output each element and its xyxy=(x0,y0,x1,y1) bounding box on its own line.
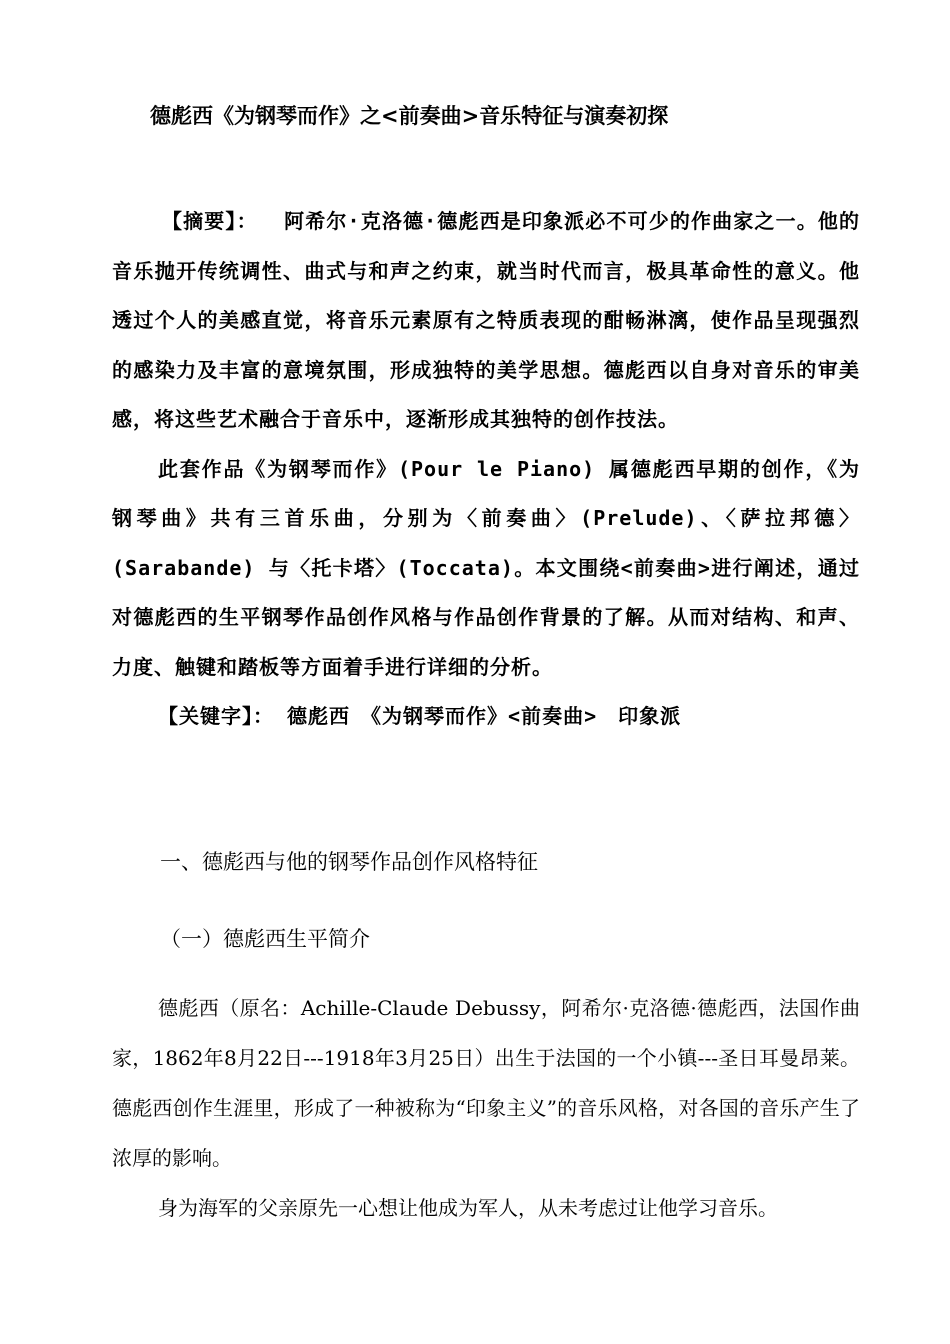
keywords-text: 德彪西 《为钢琴而作》<前奏曲> 印象派 xyxy=(287,704,682,728)
body-text xyxy=(112,983,860,1233)
keywords-label: 【关键字】： xyxy=(158,704,274,728)
section-heading: 一、德彪西与他的钢琴作品创作风格特征 xyxy=(160,850,538,874)
abstract-text: 阿希尔·克洛德·德彪西是印象派必不可少的作曲家之一。他的音乐抛开传统调性、曲式与和声之约束，就当时代而言，极具革命性的意义。他透过个人的美感直觉，将音乐元素原有之特质表现的酣畅淋漓，使作品呈现强烈的感染力及丰富的意境氛围，形成独特的美学思想。德彪西以自身对音乐的审美感，将这些艺术融合于音乐中，逐渐形成其独特的创作技法。 xyxy=(112,209,860,431)
abstract-label: 【摘要】： xyxy=(162,209,258,233)
abstract-paragraph-2: 此套作品《为钢琴而作》(Pour le Piano) 属德彪西早期的创作，《为钢琴曲》共有三首乐曲，分别为〈前奏曲〉(Prelude)、〈萨拉邦德〉(Sarabande) 与〈托卡塔〉(Toccata)。本文围绕<前奏曲>进行阐述，通过对德彪西的生平钢琴作品创作风格与作品创作背景的了解。从而对结构、和声、力度、触键和踏板等方面着手进行详细的分析。 xyxy=(112,456,860,679)
document-title: 德彪西《为钢琴而作》之<前奏曲>音乐特征与演奏初探 xyxy=(150,104,669,128)
body-paragraph-2: 身为海军的父亲原先一心想让他成为军人，从未考虑过让他学习音乐。 xyxy=(158,1196,778,1220)
abstract-block xyxy=(112,197,860,742)
body-paragraph-1: 德彪西（原名：Achille-Claude Debussy，阿希尔·克洛德·德彪西，法国作曲家，1862年8月22日---1918年3月25日）出生于法国的一个小镇---圣日耳曼昂莱。德彪西创作生涯里，形成了一种被称为“印象主义”的音乐风格，对各国的音乐产生了浓厚的影响。 xyxy=(112,996,860,1170)
keywords-line xyxy=(112,692,860,742)
abstract-paragraph xyxy=(112,197,860,445)
subsection-heading: （一）德彪西生平简介 xyxy=(160,927,370,951)
